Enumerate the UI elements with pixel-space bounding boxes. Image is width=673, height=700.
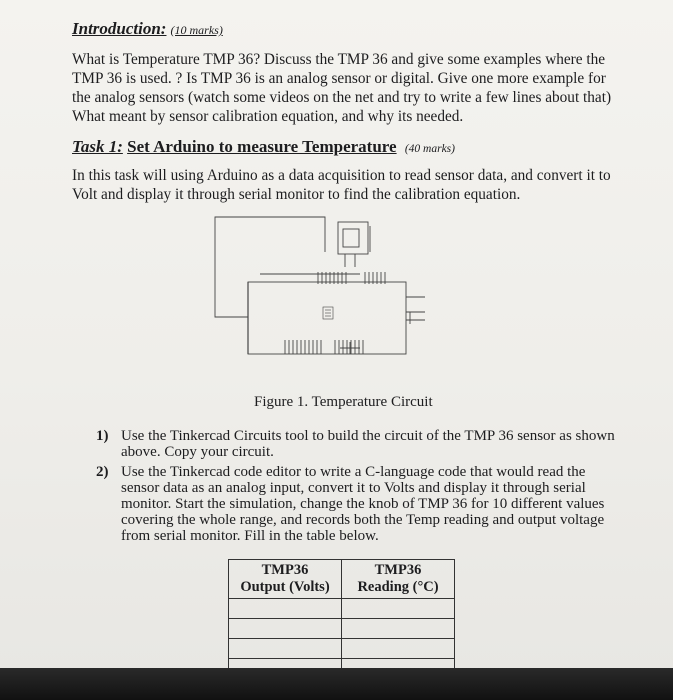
tmp36-sensor xyxy=(338,222,368,254)
intro-title: Introduction: xyxy=(72,19,167,38)
table-cell[interactable] xyxy=(342,599,455,619)
analog-header xyxy=(285,340,363,354)
task1-title: Set Arduino to measure Temperature xyxy=(127,137,397,156)
figure-caption: Figure 1. Temperature Circuit xyxy=(254,394,433,410)
table-cell[interactable] xyxy=(229,619,342,639)
intro-heading xyxy=(72,19,223,39)
intro-paragraph: What is Temperature TMP 36? Discuss the TMP 36 and give some examples where the TMP 36 is used. ? Is TMP 36 is an analog sensor or digital. Give one more example for the analog sensors (watch some videos on the net and try to write a few lines about that) What meant by sensor calibration equation, and why its needed. xyxy=(72,51,612,125)
table-row xyxy=(229,619,455,639)
intro-marks: (10 marks) xyxy=(170,23,223,37)
wire-top xyxy=(215,217,325,274)
step-text: Use the Tinkercad code editor to write a C-language code that would read the sensor data as an analog input, convert it to Volts and display it through serial monitor. Start the simulation, change the knob of TMP 36 for 10 different values covering the whole range, and records both the Temp reading and output voltage from serial monitor. Fill in the table below. xyxy=(121,464,605,544)
instruction-list xyxy=(96,428,616,548)
step-number: 2) xyxy=(96,464,109,480)
table-cell[interactable] xyxy=(229,599,342,619)
header-output-volts xyxy=(229,560,342,599)
sensor-inner xyxy=(343,229,359,247)
task1-paragraph: In this task will using Arduino as a data acquisition to read sensor data, and convert it to Volt and display it through serial monitor to find the calibration equation. xyxy=(72,167,611,203)
task1-marks: (40 marks) xyxy=(404,143,455,155)
table-cell[interactable] xyxy=(342,619,455,639)
circuit-diagram xyxy=(210,212,435,362)
arduino-board xyxy=(248,282,406,354)
table-cell[interactable] xyxy=(229,639,342,659)
header-line: Output (Volts) xyxy=(240,579,330,595)
task1-label: Task 1: xyxy=(72,137,123,156)
header-line: Reading (°C) xyxy=(357,579,439,595)
step-text: Use the Tinkercad Circuits tool to build the circuit of the TMP 36 sensor as shown above. Copy your circuit. xyxy=(121,428,615,460)
header-line: TMP36 xyxy=(261,562,309,578)
table-row xyxy=(229,639,455,659)
task1-heading xyxy=(72,137,455,157)
step-number: 1) xyxy=(96,428,109,444)
list-item xyxy=(96,428,616,460)
screen-edge xyxy=(0,668,673,700)
list-item xyxy=(96,464,616,544)
header-line: TMP36 xyxy=(374,562,422,578)
header-reading-celsius xyxy=(342,560,455,599)
wire-loop xyxy=(215,274,248,317)
table-cell[interactable] xyxy=(342,639,455,659)
table-row xyxy=(229,599,455,619)
table-header-row xyxy=(229,560,455,599)
